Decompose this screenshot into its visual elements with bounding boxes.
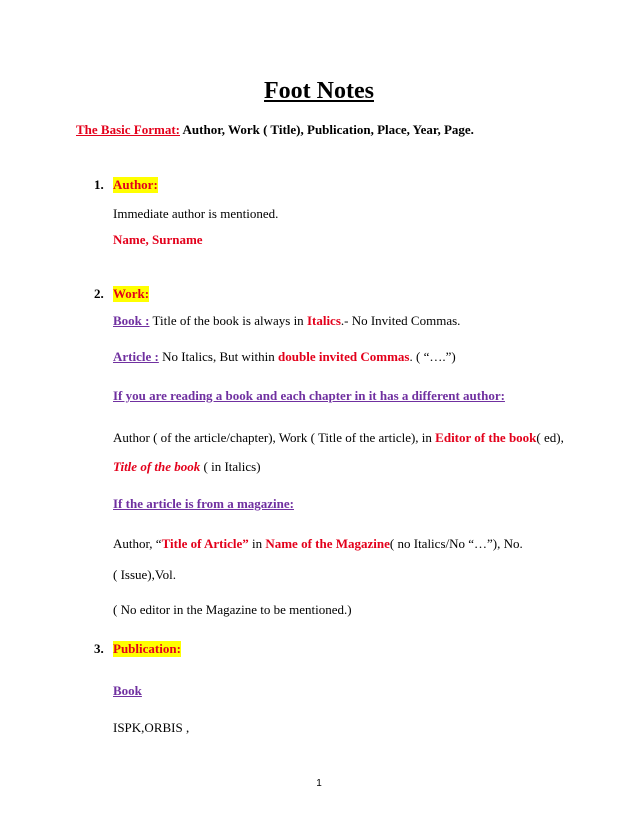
document-title: Foot Notes (264, 78, 374, 104)
basic-format-line (76, 122, 474, 138)
chapter-line1-end: ( ed), (536, 430, 564, 445)
article-line (113, 349, 456, 365)
basic-format-label: The Basic Format: (76, 122, 180, 137)
chapter-line2-text: ( in Italics) (200, 459, 261, 474)
book-text-3: .- No Invited Commas. (340, 313, 461, 328)
book-line (113, 313, 460, 329)
section2-number: 2. (94, 286, 104, 301)
book-text-1: Title of the book is always in (149, 313, 307, 328)
article-text-commas: double invited Commas (278, 349, 410, 364)
chapter-book-title: Title of the book (113, 459, 201, 474)
magazine-article-title: Title of Article” (161, 536, 249, 551)
section3-number: 3. (94, 641, 104, 656)
article-text-3: . ( “….”) (409, 349, 456, 364)
magazine-line1 (113, 536, 523, 552)
section3-heading: Publication: (113, 641, 181, 656)
page-number: 1 (316, 778, 322, 789)
chapter-editor: Editor of the book (435, 430, 537, 445)
section1-number: 1. (94, 177, 104, 192)
section2-heading: Work: (113, 286, 150, 301)
magazine-line1-end: ( no Italics/No “…”), No. (389, 536, 523, 551)
magazine-heading: If the article is from a magazine: (113, 496, 294, 511)
section1-line2: Name, Surname (113, 232, 203, 247)
section1-heading: Author: (113, 177, 158, 192)
section1-line1: Immediate author is mentioned. (113, 206, 279, 221)
article-text-1: No Italics, But within (158, 349, 279, 364)
chapter-line1-text: Author ( of the article/chapter), Work ( Title of the article), in (113, 430, 436, 445)
magazine-line2: ( Issue),Vol. (113, 567, 176, 582)
book-label: Book : (113, 313, 150, 328)
section3-line1: ISPK,ORBIS , (113, 720, 190, 735)
article-label: Article : (113, 349, 159, 364)
magazine-line3: ( No editor in the Magazine to be mentioned.) (113, 602, 352, 617)
magazine-author: Author, “ (113, 536, 162, 551)
basic-format-text: Author, Work ( Title), Publication, Place, Year, Page. (179, 122, 474, 137)
magazine-name: Name of the Magazine (265, 536, 390, 551)
book-text-italics: Italics (306, 313, 341, 328)
chapter-line2 (113, 459, 261, 475)
chapter-line1 (113, 430, 564, 446)
section3-book-label: Book (113, 683, 142, 698)
chapter-heading: If you are reading a book and each chapter in it has a different author: (113, 388, 505, 403)
magazine-in: in (248, 536, 266, 551)
